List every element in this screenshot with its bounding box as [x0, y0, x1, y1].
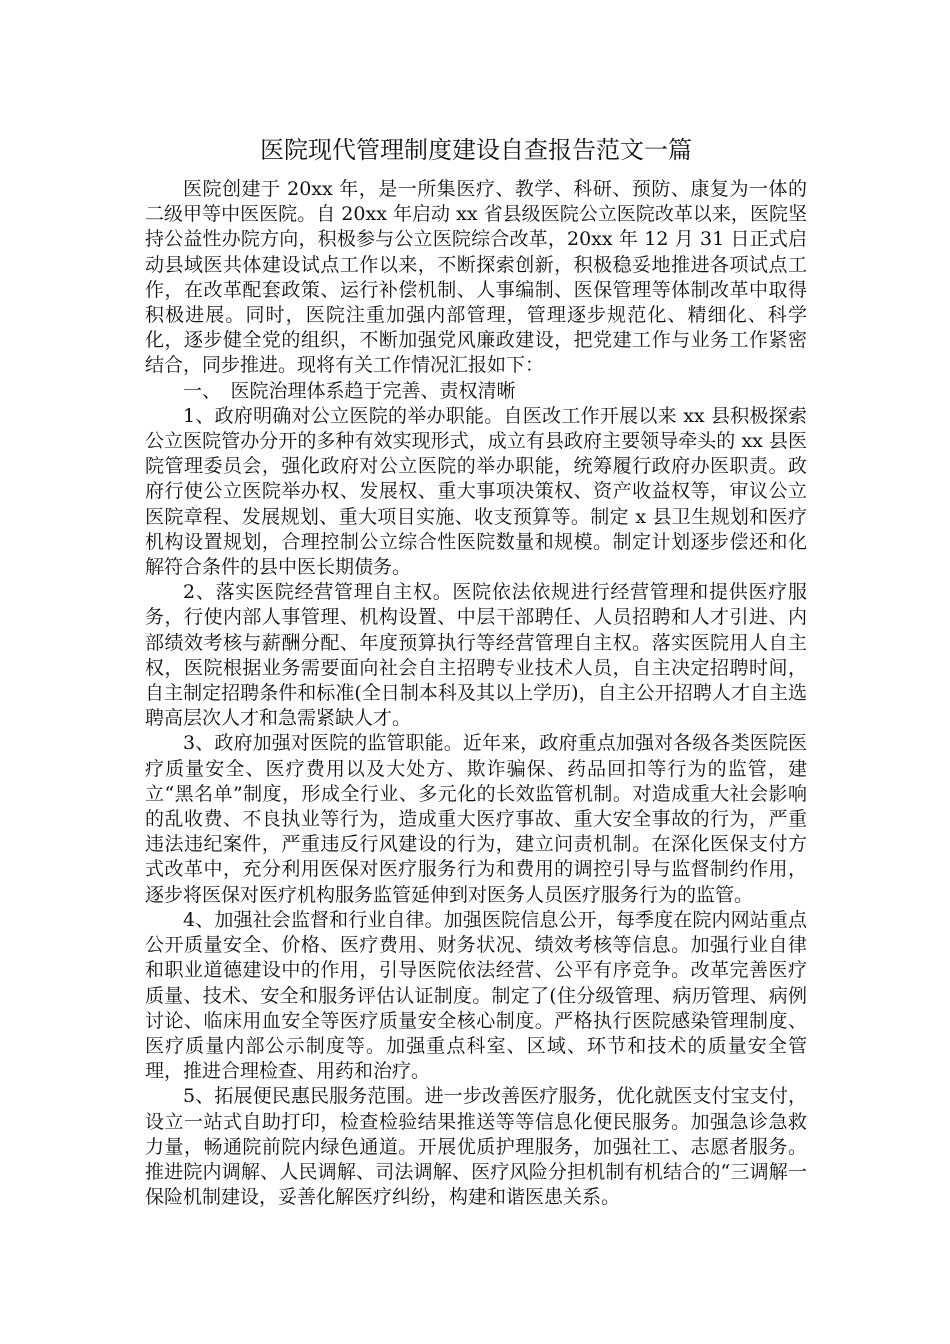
document-title: 医院现代管理制度建设自查报告范文一篇 — [260, 136, 692, 164]
section-heading: 一、 医院治理体系趋于完善、责权清晰 — [183, 379, 516, 402]
paragraph-item-3: 3、政府加强对医院的监管职能。近年来，政府重点加强对各级各类医院医疗质量安全、医疗费用以及大处方、欺诈骗保、药品回扣等行为的监管，建立“黑名单”制度，形成全行业、多元化的长效监管机制。对造成重大社会影响的乱收费、不良执业等行为，造成重大医疗事故、重大安全事故的行为，严重违法违纪案件，严重违反行风建设的行为，建立问责机制。在深化医保支付方式改革中，充分利用医保对医疗服务行为和费用的调控引导与监督制约作用，逐步将医保对医疗机构服务监管延伸到对医务人员医疗服务行为的监管。 — [145, 732, 807, 906]
paragraph-item-2: 2、落实医院经营管理自主权。医院依法依规进行经营管理和提供医疗服务，行使内部人事管理、机构设置、中层干部聘任、人员招聘和人才引进、内部绩效考核与薪酬分配、年度预算执行等经营管理自主权。落实医院用人自主权，医院根据业务需要面向社会自主招聘专业技术人员，自主决定招聘时间，自主制定招聘条件和标准(全日制本科及其以上学历)，自主公开招聘人才自主选聘高层次人才和急需紧缺人才。 — [145, 581, 807, 730]
paragraph-item-4: 4、加强社会监督和行业自律。加强医院信息公开，每季度在院内网站重点公开质量安全、价格、医疗费用、财务状况、绩效考核等信息。加强行业自律和职业道德建设中的作用，引导医院依法经营、公平有序竞争。改革完善医疗质量、技术、安全和服务评估认证制度。制定了(住分级管理、病历管理、病例讨论、临床用血安全等医疗质量安全核心制度。严格执行医院感染管理制度、医疗质量内部公示制度等。加强重点科室、区域、环节和技术的质量安全管理，推进合理检查、用药和治疗。 — [145, 908, 807, 1083]
paragraph-item-1: 1、政府明确对公立医院的举办职能。自医改工作开展以来 xx 县积极探索公立医院管办分开的多种有效实现形式，成立有县政府主要领导牵头的 xx 县医院管理委员会，强化政府对公立医院的举办职能，统筹履行政府办医职责。政府行使公立医院举办权、发展权、重大事项决策权、资产收益权等，审议公立医院章程、发展规划、重大项目实施、收支预算等。制定 x 县卫生规划和医疗机构设置规划，合理控制公立综合性医院数量和规模。制定计划逐步偿还和化解符合条件的县中医长期债务。 — [145, 404, 807, 579]
document-content — [145, 130, 807, 1210]
paragraph-item-5: 5、拓展便民惠民服务范围。进一步改善医疗服务，优化就医支付宝支付，设立一站式自助打印，检查检验结果推送等等信息化便民服务。加强急诊急救力量，畅通院前院内绿色通道。开展优质护理服务，加强社工、志愿者服务。推进院内调解、人民调解、司法调解、医疗风险分担机制有机结合的“三调解一保险机制建设，妥善化解医疗纠纷，构建和谐医患关系。 — [145, 1085, 807, 1209]
intro-paragraph: 医院创建于 20xx 年，是一所集医疗、教学、科研、预防、康复为一体的二级甲等中医医院。自 20xx 年启动 xx 省县级医院公立医院改革以来，医院坚持公益性办院方向，积极参与公立医院综合改革，20xx 年 12 月 31 日正式启动县域医共体建设试点工作以来，不断探索创新，积极稳妥地推进各项试点工作，在改革配套政策、运行补偿机制、人事编制、医保管理等体制改革中取得积极进展。同时，医院注重加强内部管理，管理逐步规范化、精细化、科学化，逐步健全党的组织，不断加强党风廉政建设，把党建工作与业务工作紧密结合，同步推进。现将有关工作情况汇报如下： — [145, 178, 807, 377]
